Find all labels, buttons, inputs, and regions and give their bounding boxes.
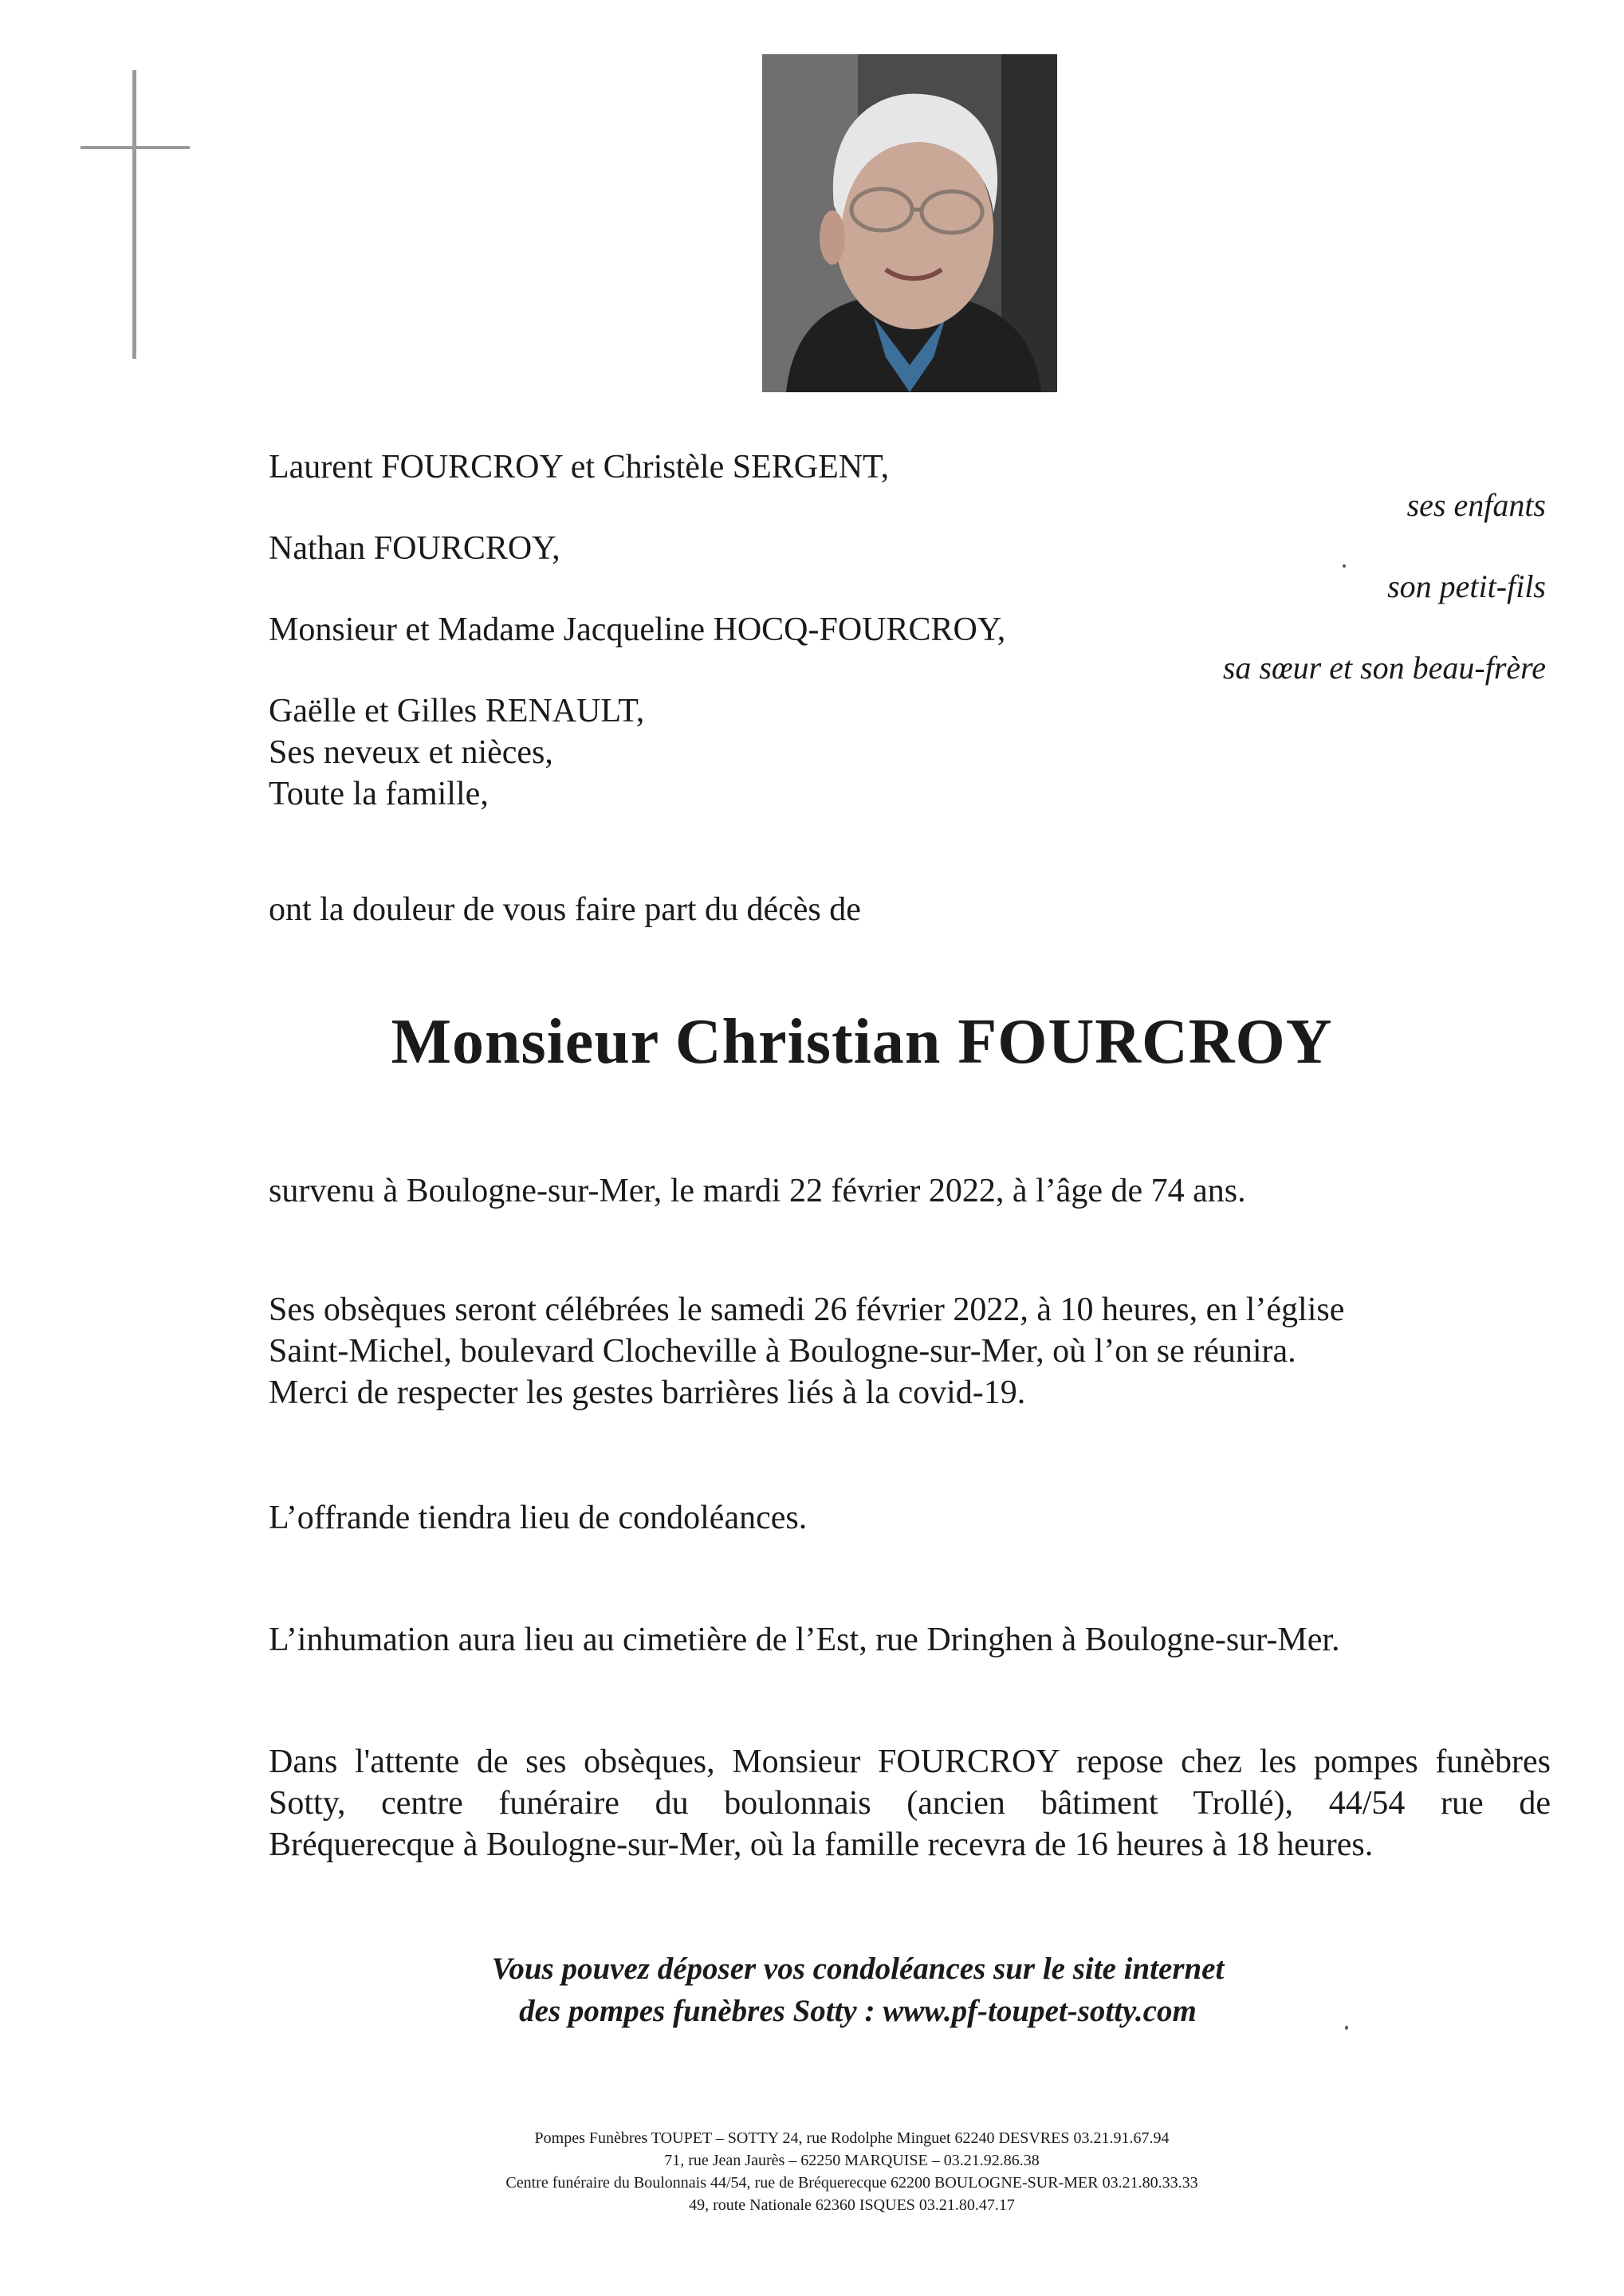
portrait-photo — [762, 54, 1057, 392]
deceased-name: Monsieur Christian FOURCROY — [391, 1007, 1333, 1077]
offering-note: L’offrande tiendra lieu de condoléances. — [269, 1500, 808, 1536]
funeral-paragraph — [269, 1289, 1551, 1413]
family-line-6: Toute la famille, — [269, 776, 489, 812]
footer-line-2: 71, rue Jean Jaurès – 62250 MARQUISE – 03.21.92.86.38 — [664, 2152, 1040, 2169]
relation-children: ses enfants — [1406, 487, 1546, 523]
website-line-2: des pompes funèbres Sotty : www.pf-toupet-sotty.com — [519, 1994, 1197, 2028]
death-details: survenu à Boulogne-sur-Mer, le mardi 22 février 2022, à l’âge de 74 ans. — [269, 1173, 1246, 1209]
family-line-3: Monsieur et Madame Jacqueline HOCQ-FOURCROY, — [269, 611, 1006, 648]
family-line-4: Gaëlle et Gilles RENAULT, — [269, 693, 645, 729]
announcement-intro: ont la douleur de vous faire part du décès de — [269, 891, 861, 928]
funeral-line-1: Ses obsèques seront célébrées le samedi 26 février 2022, à 10 heures, en l’église — [269, 1292, 1345, 1328]
rest-line-1: Dans l'attente de ses obsèques, Monsieur FOURCROY repose chez les pompes funèbres — [269, 1744, 1551, 1780]
family-line-5: Ses neveux et nièces, — [269, 734, 553, 771]
footer-line-1: Pompes Funèbres TOUPET – SOTTY 24, rue Rodolphe Minguet 62240 DESVRES 03.21.91.67.94 — [534, 2129, 1170, 2147]
family-line-2: Nathan FOURCROY, — [269, 530, 560, 567]
footer-line-4: 49, route Nationale 62360 ISQUES 03.21.80.47.17 — [689, 2196, 1015, 2214]
relation-sister: sa sœur et son beau-frère — [1222, 650, 1546, 686]
rest-line-2: Sotty, centre funéraire du boulonnais (ancien bâtiment Trollé), 44/54 rue de — [269, 1785, 1551, 1822]
footer-line-3: Centre funéraire du Boulonnais 44/54, rue de Bréquerecque 62200 BOULOGNE-SUR-MER 03.21.80.33.33 — [505, 2174, 1198, 2192]
funeral-line-3: Merci de respecter les gestes barrières liés à la covid-19. — [269, 1374, 1026, 1411]
funeral-home-footer — [0, 2127, 1624, 2216]
cross-bar — [81, 146, 190, 149]
website-line-1: Vous pouvez déposer vos condoléances sur le site internet — [491, 1952, 1225, 1986]
rest-paragraph — [269, 1741, 1551, 1866]
scan-speck — [1345, 2026, 1348, 2030]
scan-speck — [1343, 564, 1346, 568]
funeral-line-2: Saint-Michel, boulevard Clocheville à Boulogne-sur-Mer, où l’on se réunira. — [269, 1333, 1296, 1370]
burial-note: L’inhumation aura lieu au cimetière de l’Est, rue Dringhen à Boulogne-sur-Mer. — [269, 1622, 1340, 1658]
relation-grandson: son petit-fils — [1387, 568, 1546, 604]
family-line-1: Laurent FOURCROY et Christèle SERGENT, — [269, 449, 890, 486]
cross-icon — [132, 70, 136, 359]
rest-line-3: Bréquerecque à Boulogne-sur-Mer, où la famille recevra de 16 heures à 18 heures. — [269, 1826, 1374, 1863]
condolences-website-note — [0, 1948, 1624, 2032]
